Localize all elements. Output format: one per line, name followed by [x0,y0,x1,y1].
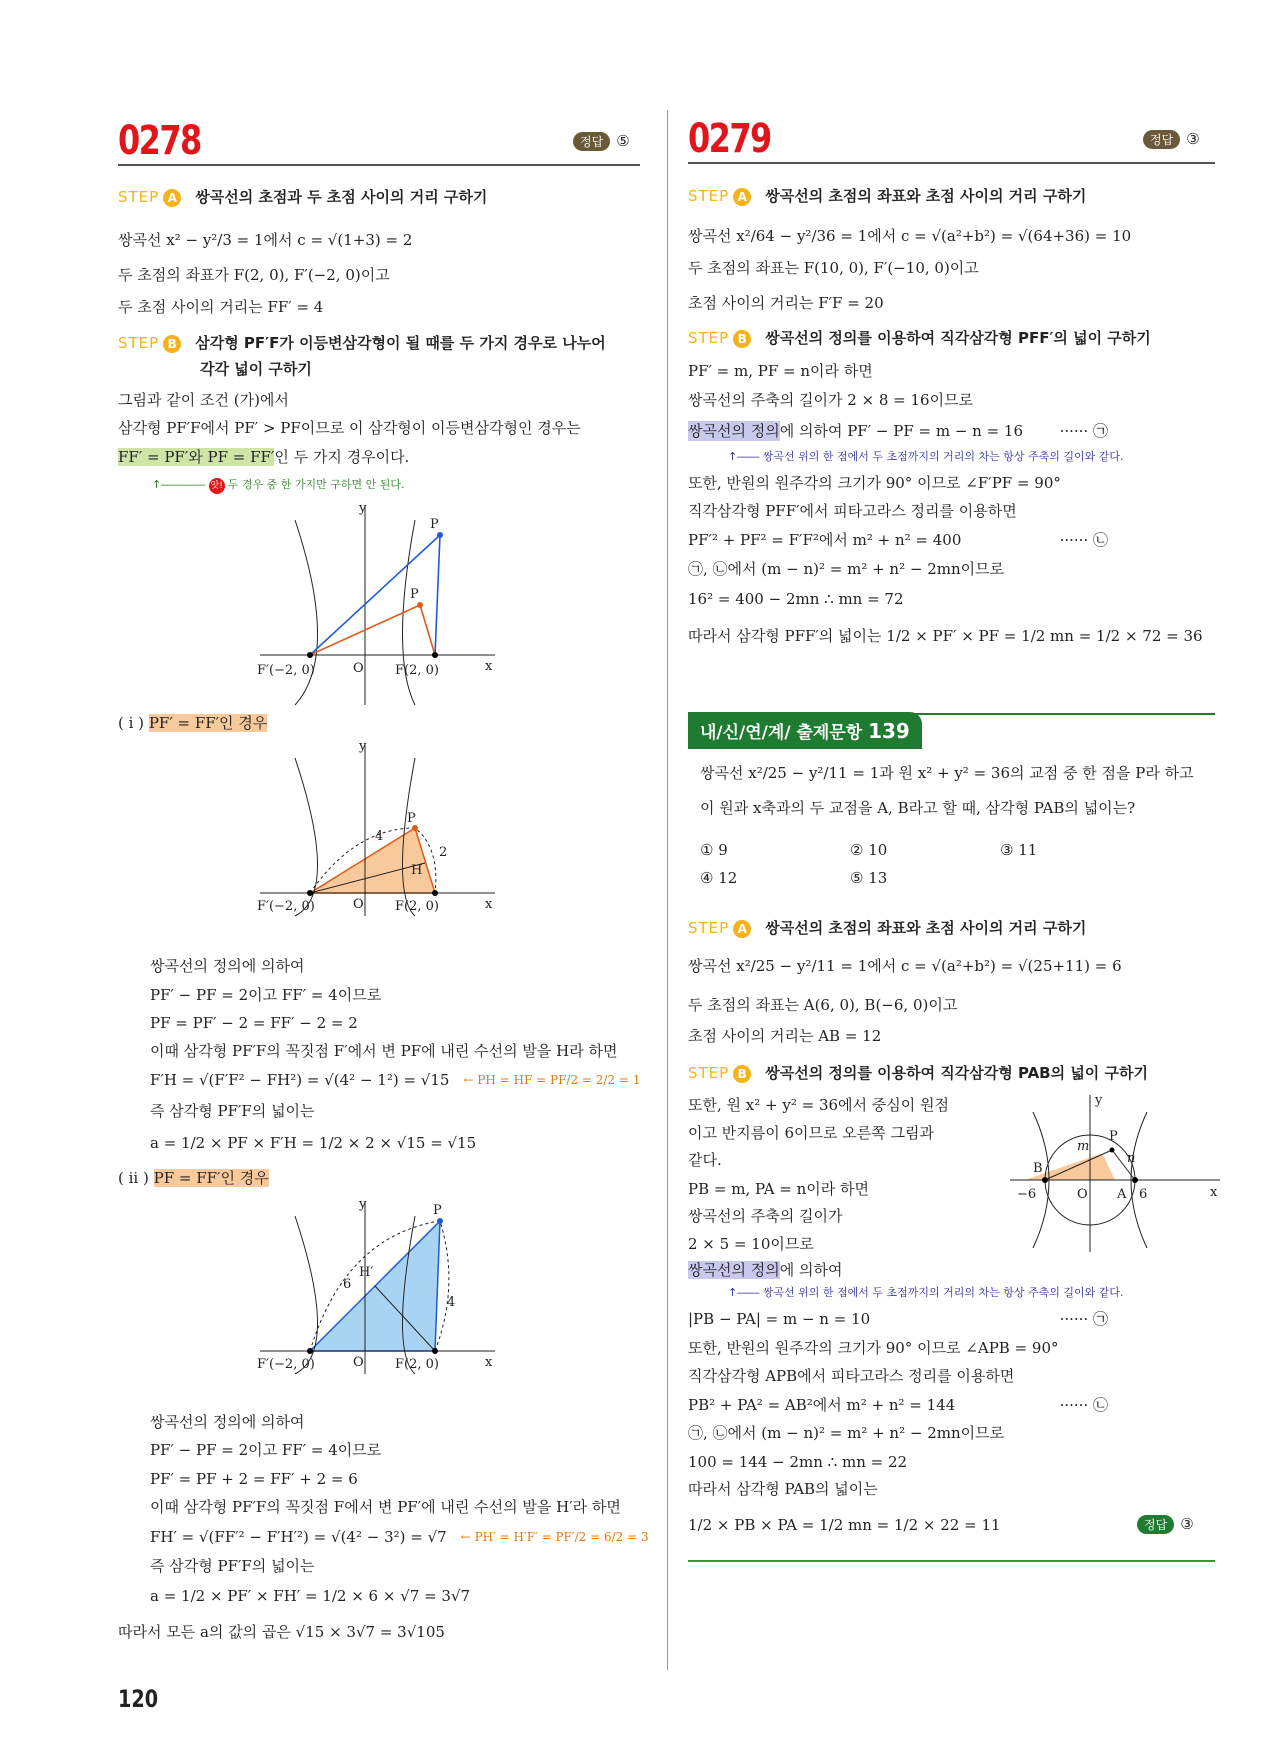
equation-row [688,1395,1108,1415]
origin-label: O [1077,1187,1088,1202]
text-line: 쌍곡선 x²/64 − y²/36 = 1에서 c = √(a²+b²) = √(64+36) = 10 [688,227,1132,245]
text-line: PF′² + PF² = F′F²에서 m² + n² = 400 [688,531,962,549]
text-line: PF′ = PF + 2 = FF′ + 2 = 6 [150,1470,358,1488]
case-label: PF′ = FF′인 경우 [148,714,268,732]
point-label: P [410,587,419,602]
origin-label: O [353,1355,364,1370]
axis-label-x: x [485,897,493,912]
equation-with-note [150,1070,640,1090]
point-label: P [433,1203,442,1218]
banner-number: 139 [868,719,910,743]
step-a-heading [688,185,1086,206]
point-label: B [1033,1161,1043,1176]
section-end-rule [688,1560,1215,1562]
text-line [688,1260,842,1280]
text-line: 삼각형 PF′F에서 PF′ > PF이므로 이 삼각형이 이등변삼각형인 경우는 [118,419,581,437]
hyperbola-figure-1 [255,500,515,710]
focus-label: F′(−2, 0) [257,663,315,678]
text-line: 즉 삼각형 PF′F의 넓이는 [150,1102,315,1120]
text-line: 쌍곡선의 주축의 길이가 [688,1207,843,1225]
step-title: 쌍곡선의 초점과 두 초점 사이의 거리 구하기 [195,188,488,206]
equation-row [688,530,1108,550]
text-line: 초점 사이의 거리는 AB = 12 [688,1027,882,1045]
problem-text: 이 원과 x축과의 두 교점을 A, B라고 할 때, 삼각형 PAB의 넓이는? [700,799,1136,817]
step-a-heading [118,186,487,207]
hyperbola-figure-2 [255,738,515,918]
axis-label-y: y [359,739,367,754]
step-b-heading [688,1062,1148,1083]
note-text: 쌍곡선 위의 한 점에서 두 초점까지의 거리의 차는 항상 주축의 길이와 같다. [762,450,1124,463]
step-title: 쌍곡선의 정의를 이용하여 직각삼각형 PAB의 넓이 구하기 [765,1064,1148,1082]
highlight: 쌍곡선의 정의 [688,422,780,440]
text-line: |PB − PA| = m − n = 10 [688,1310,871,1328]
warning-note: ↑―――― 앗! 두 경우 중 한 가지만 구하면 안 된다. [152,476,404,494]
step-label: STEP [688,919,730,937]
text-line: 이때 삼각형 PF′F의 꼭짓점 F′에서 변 PF에 내린 수선의 발을 H라 하면 [150,1042,618,1060]
answer-value: ③ [1180,1515,1194,1533]
focus-label: F(2, 0) [395,1357,439,1372]
text-line [118,447,409,467]
equation-marker: ······ ㉡ [1059,531,1108,549]
text-line: ㉠, ㉡에서 (m − n)² = m² + n² − 2mn이므로 [688,560,1005,578]
answer-label: 정답 [573,132,610,151]
text-line: 따라서 삼각형 PAB의 넓이는 [688,1480,878,1498]
note-text: 쌍곡선 위의 한 점에서 두 초점까지의 거리의 차는 항상 주축의 길이와 같다. [762,1286,1124,1299]
text-line: 직각삼각형 PFF′에서 피타고라스 정리를 이용하면 [688,502,1017,520]
text-line: F′H = √(F′F² − FH²) = √(4² − 1²) = √15 [150,1071,450,1089]
point-label: H′ [359,1265,374,1280]
text-line: 두 초점의 좌표는 A(6, 0), B(−6, 0)이고 [688,996,958,1014]
text-line: 이고 반지름이 6이므로 오른쪽 그림과 [688,1124,934,1142]
conclusion: 따라서 모든 a의 값의 곱은 √15 × 3√7 = 3√105 [118,1623,445,1641]
equation-marker: ······ ㉡ [1059,1396,1108,1414]
definition-note: ↑―― 쌍곡선 위의 한 점에서 두 초점까지의 거리의 차는 항상 주축의 길이와 같다. [728,450,1124,463]
length-label: 6 [343,1277,352,1292]
text-line: 그림과 같이 조건 (가)에서 [118,391,289,409]
tick-label: −6 [1017,1187,1037,1202]
focus-label: F′(−2, 0) [257,1357,315,1372]
answer-badge [573,132,630,151]
divider [688,162,1215,164]
answer-value: ③ [1186,130,1200,148]
text-line: PB² + PA² = AB²에서 m² + n² = 144 [688,1396,956,1414]
highlight: 쌍곡선의 정의 [688,1261,780,1279]
text-line: 두 초점의 좌표가 F(2, 0), F′(−2, 0)이고 [118,266,390,284]
hyperbola-figure-3 [255,1196,515,1376]
text-line: PF′ − PF = 2이고 FF′ = 4이므로 [150,986,382,1004]
definition-note: ↑―― 쌍곡선 위의 한 점에서 두 초점까지의 거리의 차는 항상 주축의 길이와 같다. [728,1286,1124,1299]
text: 에 의하여 [779,1261,843,1279]
answer-label: 정답 [1143,130,1180,149]
banner-title: 내/신/연/계/ 출제문항 [700,723,863,743]
axis-label-x: x [485,1355,493,1370]
case-prefix: ( i ) [118,714,145,732]
circle-hyperbola-figure [1005,1090,1235,1260]
axis-label-y: y [1095,1093,1103,1108]
problem-text: 쌍곡선 x²/25 − y²/11 = 1과 원 x² + y² = 36의 교점 중 한 점을 P라 하고 [700,764,1194,782]
step-label: STEP [688,187,730,205]
step-label: STEP [118,188,160,206]
step-a-heading [688,917,1086,938]
text-line: 2 × 5 = 10이므로 [688,1235,814,1253]
origin-label: O [353,897,364,912]
focus-label: F(2, 0) [395,899,439,914]
equation-marker: ······ ㉠ [1059,422,1108,440]
text-line: PF = PF′ − 2 = FF′ − 2 = 2 [150,1014,358,1032]
equation-marker: ······ ㉠ [1059,1310,1108,1328]
text-line: 직각삼각형 APB에서 피타고라스 정리를 이용하면 [688,1367,1015,1385]
text-line: 쌍곡선 x²/25 − y²/11 = 1에서 c = √(a²+b²) = √(25+11) = 6 [688,957,1122,975]
point-label: P [407,811,416,826]
warning-icon: 앗! [209,478,225,494]
text-line: 이때 삼각형 PF′F의 꼭짓점 F에서 변 PF′에 내린 수선의 발을 H′라 하면 [150,1498,621,1516]
text-line: 두 초점의 좌표는 F(10, 0), F′(−10, 0)이고 [688,259,979,277]
length-label: 2 [439,845,448,860]
point-label: P [430,517,439,532]
text-line: 또한, 반원의 원주각의 크기가 90° 이므로 ∠APB = 90° [688,1339,1059,1357]
step-letter: A [733,188,751,206]
choice: ② 10 [850,841,888,859]
case-1-heading [118,713,267,733]
focus-label: F(2, 0) [395,663,439,678]
step-letter: A [163,189,181,207]
step-label: STEP [688,329,730,347]
case-2-heading [118,1168,269,1188]
text-line: PB = m, PA = n이라 하면 [688,1180,870,1198]
text-line: 쌍곡선 x² − y²/3 = 1에서 c = √(1+3) = 2 [118,231,413,249]
text-line: 쌍곡선의 주축의 길이가 2 × 8 = 16이므로 [688,391,974,409]
step-letter: B [163,335,181,353]
text-line: PF′ − PF = 2이고 FF′ = 4이므로 [150,1441,382,1459]
answer-value: ⑤ [616,132,630,150]
linked-problem-banner [688,712,922,749]
equation-row [688,1309,1108,1329]
equation-row [688,421,1108,441]
step-label: STEP [688,1064,730,1082]
page-number: 120 [118,1685,159,1713]
equation-with-note [150,1527,649,1547]
length-label: m [1077,1139,1090,1154]
focus-label: F′(−2, 0) [257,899,315,914]
text-line: 1/2 × PB × PA = 1/2 mn = 1/2 × 22 = 11 [688,1516,1001,1534]
axis-label-x: x [485,659,493,674]
case-label: PF = FF′인 경우 [153,1169,269,1187]
text: 인 두 가지 경우이다. [274,448,410,466]
banner-rule [880,713,1215,715]
choice: ④ 12 [700,869,738,887]
note-text: 두 경우 중 한 가지만 구하면 안 된다. [227,478,405,491]
text-line: PF′ = m, PF = n이라 하면 [688,362,873,380]
choice: ① 9 [700,841,728,859]
axis-label-x: x [1210,1185,1218,1200]
side-note: ← PH′ = H′F′ = PF′/2 = 6/2 = 3 [460,1530,649,1544]
text-line: 따라서 삼각형 PFF′의 넓이는 1/2 × PF′ × PF = 1/2 mn = 1/2 × 72 = 36 [688,627,1203,645]
text-line: 또한, 반원의 원주각의 크기가 90° 이므로 ∠F′PF = 90° [688,474,1061,492]
text-line: 즉 삼각형 PF′F의 넓이는 [150,1557,315,1575]
step-letter: B [733,330,751,348]
text-line: 쌍곡선의 정의에 의하여 [150,1413,305,1431]
text-line: 쌍곡선의 정의에 의하여 [150,957,305,975]
problem-number: 0278 [118,118,201,164]
text-line: ㉠, ㉡에서 (m − n)² = m² + n² − 2mn이므로 [688,1424,1005,1442]
step-b-heading [118,332,606,353]
length-label: n [1127,1151,1136,1166]
text-line: 두 초점 사이의 거리는 FF′ = 4 [118,298,324,316]
step-title: 쌍곡선의 초점의 좌표와 초점 사이의 거리 구하기 [765,919,1087,937]
text-line: 초점 사이의 거리는 F′F = 20 [688,294,884,312]
text-line: 또한, 원 x² + y² = 36에서 중심이 원점 [688,1096,949,1114]
side-note: ← PH = HF = PF/2 = 2/2 = 1 [463,1073,641,1087]
point-label: P [1109,1129,1118,1144]
case-prefix: ( ii ) [118,1169,149,1187]
problem-number: 0279 [688,116,771,162]
choice: ③ 11 [1000,841,1038,859]
point-label: H [411,863,423,878]
axis-label-y: y [359,1197,367,1212]
answer-label: 정답 [1137,1515,1174,1534]
step-title: 쌍곡선의 정의를 이용하여 직각삼각형 PFF′의 넓이 구하기 [765,329,1151,347]
text: 에 의하여 PF′ − PF = m − n = 16 [779,422,1024,440]
step-title: 삼각형 PF′F가 이등변삼각형이 될 때를 두 가지 경우로 나누어 [195,334,606,352]
divider [118,164,640,166]
step-label: STEP [118,334,160,352]
choice: ⑤ 13 [850,869,888,887]
text-line: 100 = 144 − 2mn ∴ mn = 22 [688,1453,908,1471]
text-line: FH′ = √(FF′² − F′H′²) = √(4² − 3²) = √7 [150,1528,447,1546]
step-title-cont: 각각 넓이 구하기 [200,360,312,378]
step-letter: A [733,920,751,938]
highlight: FF′ = PF′와 PF = FF′ [118,448,275,466]
axis-label-y: y [359,501,367,516]
length-label: 4 [447,1295,456,1310]
column-divider [667,110,668,1670]
point-label: A [1117,1187,1127,1202]
tick-label: 6 [1139,1187,1148,1202]
text-line: a = 1/2 × PF′ × FH′ = 1/2 × 6 × √7 = 3√7 [150,1587,471,1605]
text-line: 같다. [688,1151,722,1169]
step-b-heading [688,327,1151,348]
length-label: 4 [375,829,384,844]
text-line: a = 1/2 × PF × F′H = 1/2 × 2 × √15 = √15 [150,1134,477,1152]
text-line: 16² = 400 − 2mn ∴ mn = 72 [688,590,904,608]
final-answer-badge [1137,1515,1194,1534]
step-letter: B [733,1065,751,1083]
origin-label: O [353,661,364,676]
answer-badge [1143,130,1200,149]
step-title: 쌍곡선의 초점의 좌표와 초점 사이의 거리 구하기 [765,187,1087,205]
